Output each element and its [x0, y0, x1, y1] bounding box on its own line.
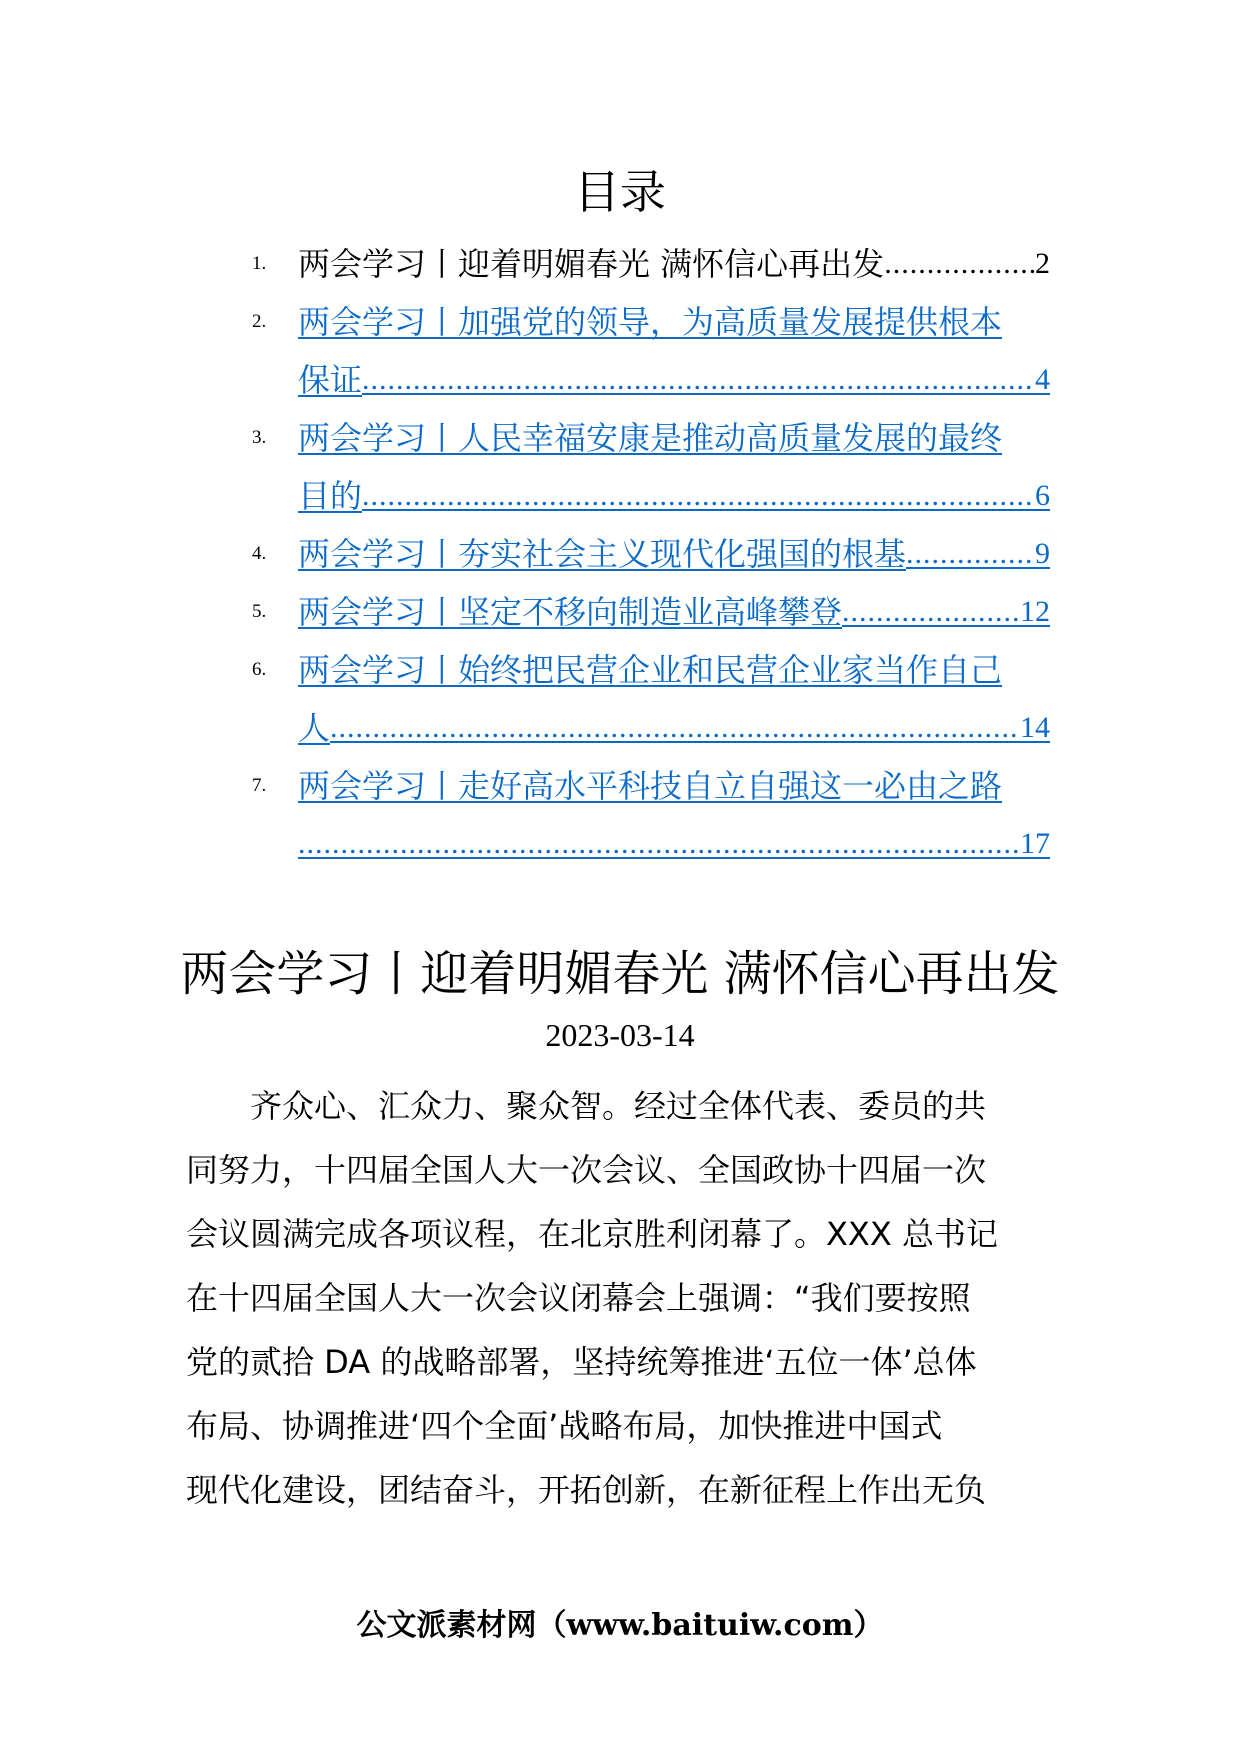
toc-entry-link[interactable]: [298, 754, 1050, 818]
toc-entry-title: 目的: [298, 477, 363, 515]
body-line: 在十四届全国人大一次会议闭幕会上强调：“我们要按照: [186, 1279, 971, 1317]
toc-entry-number: 5.: [252, 601, 267, 622]
toc-entry-title: 两会学习丨坚定不移向制造业高峰攀登: [298, 593, 843, 631]
toc-leader-dots: [842, 580, 1020, 644]
body-line: 现代化建设，团结奋斗，开拓创新，在新征程上作出无负: [186, 1471, 987, 1509]
toc-page-number: 17: [1020, 827, 1050, 860]
toc-entry-link[interactable]: [298, 638, 1050, 702]
toc-heading: 目录: [574, 165, 666, 219]
toc-page-number: 4: [1035, 363, 1050, 396]
toc-entry-link[interactable]: [298, 464, 1050, 528]
footer-watermark: 公文派素材网（www.baituiw.com）: [356, 1608, 884, 1643]
toc-entry-link[interactable]: [298, 348, 1050, 412]
toc-entry-title: 两会学习丨人民幸福安康是推动高质量发展的最终: [298, 419, 1003, 457]
body-line: 同努力，十四届全国人大一次会议、全国政协十四届一次: [186, 1151, 987, 1189]
toc-entry-link[interactable]: [298, 406, 1050, 470]
body-line: 齐众心、汇众力、聚众智。经过全体代表、委员的共: [250, 1087, 987, 1125]
toc-entry-title: 两会学习丨加强党的领导，为高质量发展提供根本: [298, 303, 1003, 341]
toc-leader-dots: [330, 696, 1020, 760]
toc-entry-title: 人: [298, 709, 331, 747]
body-line: 党的贰拾 DA 的战略部署，坚持统筹推进‘五位一体’总体: [186, 1343, 977, 1381]
toc-entry-number: 3.: [252, 427, 267, 448]
toc-entry-number: 6.: [252, 659, 267, 680]
body-line: 布局、协调推进‘四个全面’战略布局，加快推进中国式: [186, 1407, 943, 1445]
toc-leader-dots: [362, 464, 1035, 528]
toc-page-number: 14: [1020, 711, 1050, 744]
toc-entry-link[interactable]: [298, 696, 1050, 760]
toc-leader-dots: [298, 812, 1020, 876]
toc-entry-link[interactable]: [298, 522, 1050, 586]
toc-entry-title: 两会学习丨始终把民营企业和民营企业家当作自己: [298, 651, 1003, 689]
article-title: 两会学习丨迎着明媚春光 满怀信心再出发: [180, 946, 1060, 1002]
toc-page-number: 9: [1035, 537, 1050, 570]
toc-leader-dots: [884, 232, 1035, 296]
article-date: 2023-03-14: [545, 1017, 695, 1053]
toc-page-number: 12: [1020, 595, 1050, 628]
toc-entry-link[interactable]: [298, 812, 1050, 876]
toc-entry-link: [298, 232, 1050, 296]
article-body: [186, 1074, 1056, 1522]
body-line: 会议圆满完成各项议程，在北京胜利闭幕了。XXX 总书记: [186, 1215, 998, 1253]
toc-entry-number: 2.: [252, 311, 267, 332]
toc-entry-number: 1.: [252, 253, 267, 274]
toc-page-number: 6: [1035, 479, 1050, 512]
toc-page-number: 2: [1035, 247, 1050, 280]
toc-entry-number: 7.: [252, 775, 267, 796]
toc-entry-title: 两会学习丨迎着明媚春光 满怀信心再出发: [298, 245, 885, 283]
toc-leader-dots: [906, 522, 1035, 586]
toc-entry-link[interactable]: [298, 580, 1050, 644]
toc-entry-title: 两会学习丨走好高水平科技自立自强这一必由之路: [298, 767, 1003, 805]
toc-entry-number: 4.: [252, 543, 267, 564]
toc-entry-link[interactable]: [298, 290, 1050, 354]
toc-leader-dots: [362, 348, 1035, 412]
toc-entry-title: 两会学习丨夯实社会主义现代化强国的根基: [298, 535, 907, 573]
toc-entry-title: 保证: [298, 361, 363, 399]
